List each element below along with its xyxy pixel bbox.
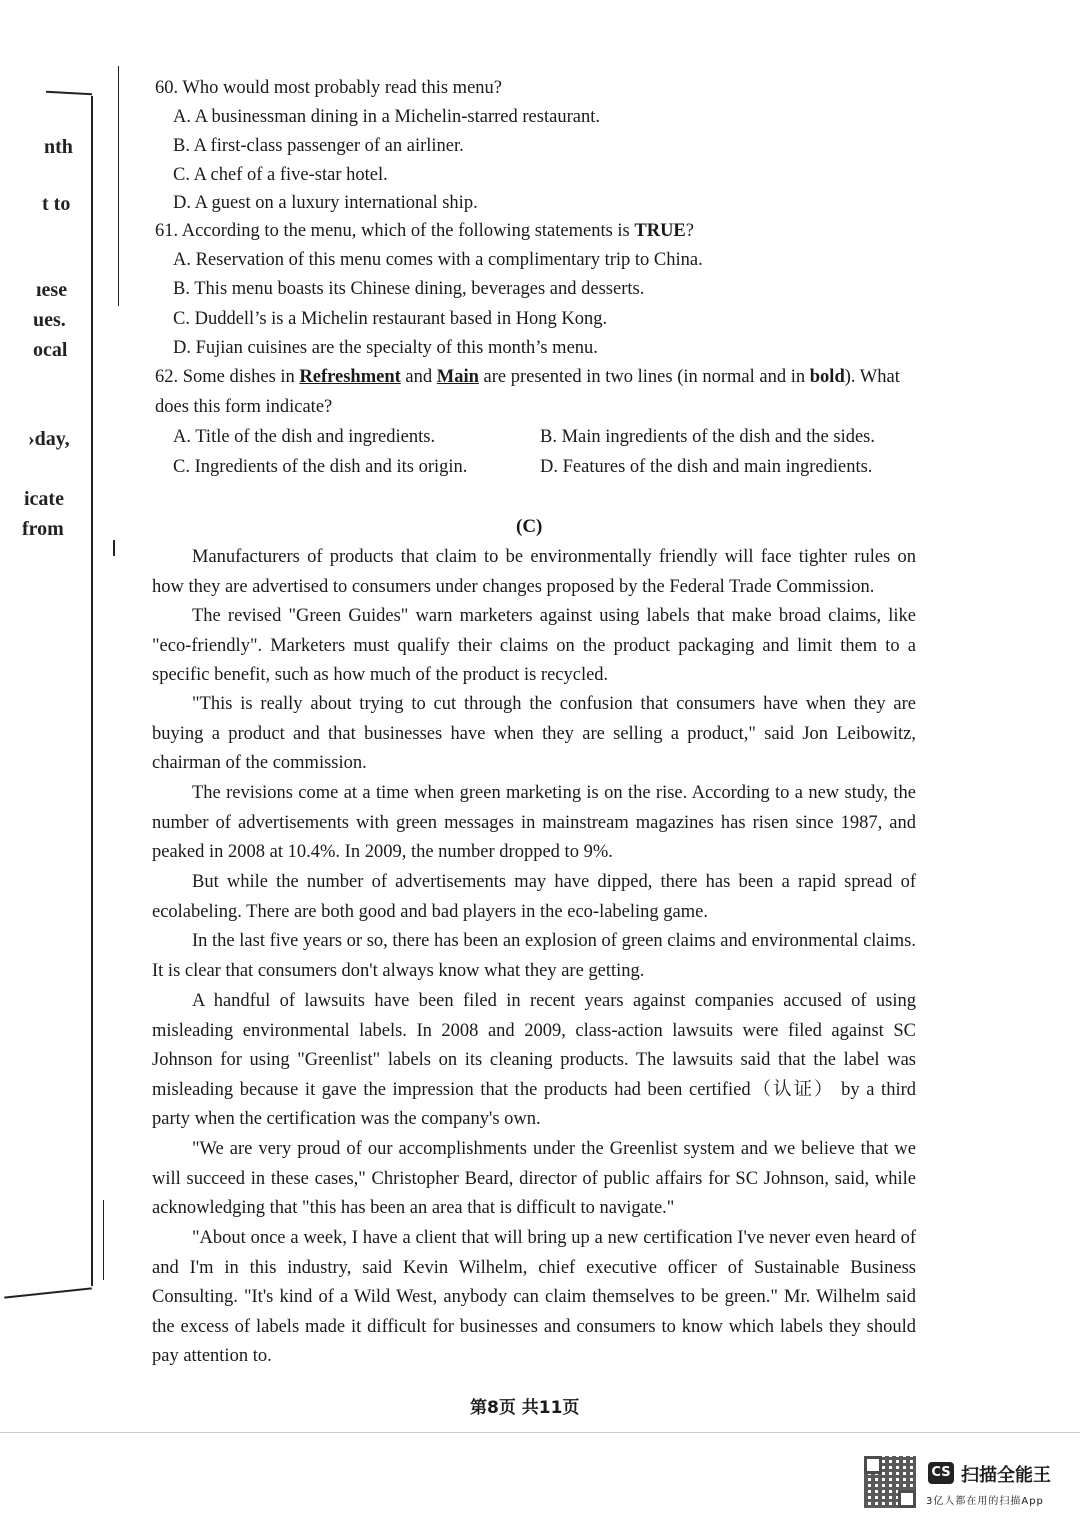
question-62-option-c: C. Ingredients of the dish and its origin. xyxy=(173,457,468,477)
question-62-option-a: A. Title of the dish and ingredients. xyxy=(173,427,436,447)
margin-fragment: nth xyxy=(44,136,73,158)
passage-paragraph: In the last five years or so, there has been an explosion of green claims and environmental claims. It is clear that consumers don't always know what they are getting. xyxy=(152,931,916,981)
margin-fragment: ues. xyxy=(33,309,66,331)
question-61-option-b: B. This menu boasts its Chinese dining, beverages and desserts. xyxy=(173,279,645,299)
qr-code-icon xyxy=(864,1456,916,1508)
question-62-stem-line2: does this form indicate? xyxy=(155,397,333,417)
question-60-option-a: A. A businessman dining in a Michelin-starred restaurant. xyxy=(173,107,600,127)
question-60-option-d: D. A guest on a luxury international ship. xyxy=(173,193,478,213)
passage-paragraph: Manufacturers of products that claim to be environmentally friendly will face tighter rules on how they are advertised to consumers under changes proposed by the Federal Trade Commission. xyxy=(152,547,916,597)
camscanner-logo-icon: CS xyxy=(928,1462,954,1484)
question-60-option-c: C. A chef of a five-star hotel. xyxy=(173,165,388,185)
question-62-option-b: B. Main ingredients of the dish and the sides. xyxy=(540,427,876,447)
question-62-option-d: D. Features of the dish and main ingredients. xyxy=(540,457,873,477)
question-62-stem-part: are presented in two lines (in normal and in xyxy=(478,367,810,387)
margin-rule xyxy=(113,540,115,556)
margin-bracket-top xyxy=(46,91,92,95)
margin-fragment: ocal xyxy=(33,339,68,361)
margin-rule xyxy=(118,66,119,306)
margin-fragment: from xyxy=(22,518,64,540)
passage-paragraph: "We are very proud of our accomplishments under the Greenlist system and we believe that we will succeed in these cases," Christopher Beard, director of public affairs for SC Johnson, said, while acknowledging that "this has been an area that is difficult to navigate." xyxy=(152,1139,916,1219)
margin-bracket-vertical xyxy=(91,96,93,1286)
page-number: 第8页 共11页 xyxy=(470,1398,580,1418)
margin-bracket-bottom xyxy=(4,1287,92,1298)
margin-fragment: ıese xyxy=(36,279,68,301)
question-61-option-d: D. Fujian cuisines are the specialty of this month’s menu. xyxy=(173,338,598,358)
passage-paragraph: The revised "Green Guides" warn marketers against using labels that make broad claims, like "eco-friendly". Marketers must qualify their claims on the product packaging and limit them to a specific benefit, such as how much of the product is recycled. xyxy=(152,606,916,686)
footer-divider xyxy=(0,1432,1080,1433)
passage-paragraph: "About once a week, I have a client that will bring up a new certification I've never even heard of and I'm in this industry, said Kevin Wilhelm, chief executive officer of Sustainable Business Consulting. "It's kind of a Wild West, anybody can claim themselves to be green." Mr. Wilhelm said the excess of labels made it difficult for businesses and consumers to know which labels they should pay attention to. xyxy=(152,1228,916,1367)
scanner-tagline: 3亿人都在用的扫描App xyxy=(926,1496,1044,1507)
question-62-stem-bold: bold xyxy=(809,367,845,387)
passage-paragraph: The revisions come at a time when green marketing is on the rise. According to a new study, the number of advertisements with green messages in mainstream magazines has risen since 1987, and peaked in 2008 at 10.4%. In 2009, the number dropped to 9%. xyxy=(152,783,916,863)
margin-rule xyxy=(103,1200,104,1280)
question-60-option-b: B. A first-class passenger of an airliner. xyxy=(173,136,464,156)
scanner-app-name: 扫描全能王 xyxy=(961,1465,1051,1486)
question-61-option-c: C. Duddell’s is a Michelin restaurant based in Hong Kong. xyxy=(173,309,608,329)
question-62-stem-part: and xyxy=(400,367,437,387)
margin-fragment: icate xyxy=(24,488,64,510)
question-60-stem: 60. Who would most probably read this menu? xyxy=(155,78,502,98)
passage-paragraph: A handful of lawsuits have been filed in recent years against companies accused of using misleading environmental labels. In 2008 and 2009, class-action lawsuits were filed against SC Johnson for using "Greenlist" labels on its cleaning products. The lawsuits said that the label was misleading because it gave the impression that the products had been certified（认证） by a third party when the certification was the company's own. xyxy=(152,991,916,1130)
margin-fragment: t to xyxy=(42,193,71,215)
question-62-underlined-main: Main xyxy=(436,367,479,387)
passage-paragraph: "This is really about trying to cut through the confusion that consumers have when they are buying a product and that businesses have when they are selling a product," said Jon Leibowitz, chairman of the commission. xyxy=(152,694,916,774)
question-62-stem-part: 62. Some dishes in xyxy=(155,367,300,387)
question-62-stem xyxy=(155,367,900,388)
margin-fragment: ›day, xyxy=(28,428,70,450)
section-heading: (C) xyxy=(516,516,543,537)
question-61-stem xyxy=(155,221,694,242)
passage-paragraph: But while the number of advertisements may have dipped, there has been a rapid spread of ecolabeling. There are both good and bad players in the eco-labeling game. xyxy=(152,872,916,922)
question-61-option-a: A. Reservation of this menu comes with a complimentary trip to China. xyxy=(173,250,703,270)
question-62-underlined-refreshment: Refreshment xyxy=(299,367,401,387)
question-61-stem-bold: TRUE xyxy=(634,221,686,241)
question-61-stem-end: ? xyxy=(685,221,694,241)
question-62-stem-part: ). What xyxy=(844,367,900,387)
question-61-stem-text: 61. According to the menu, which of the following statements is xyxy=(155,221,635,241)
